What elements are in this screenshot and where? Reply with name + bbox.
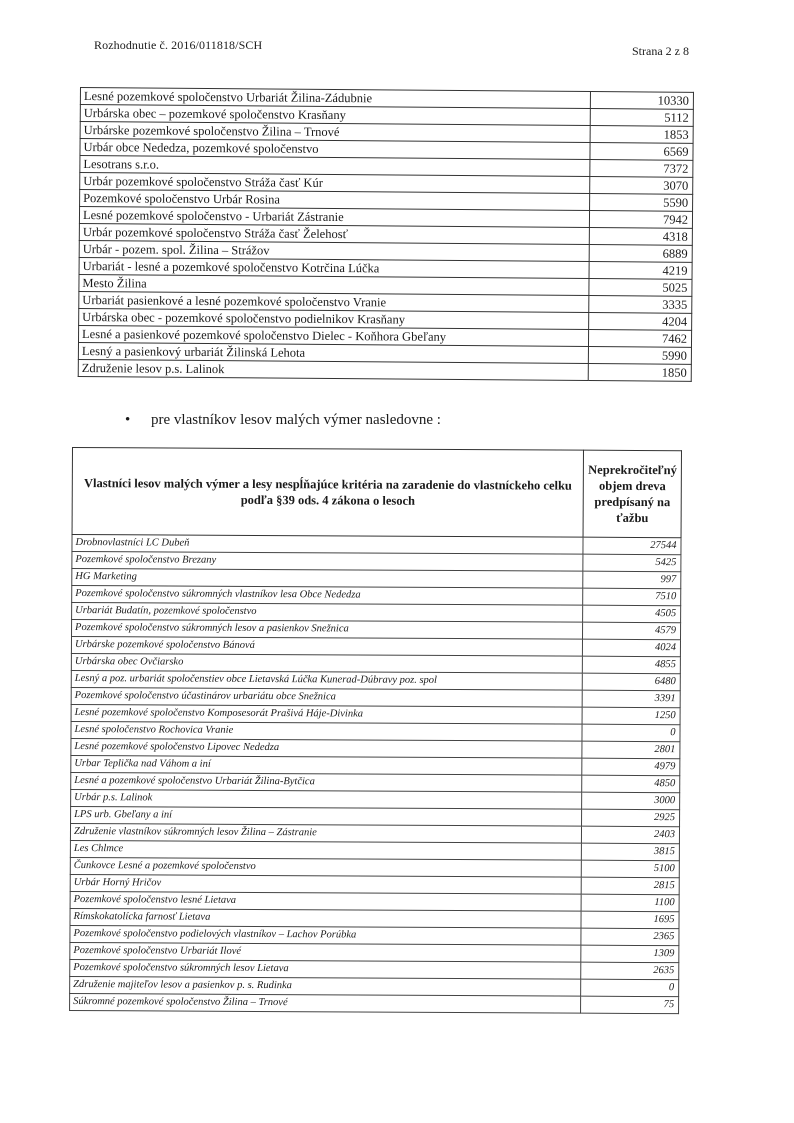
timber-volume: 4318 — [589, 228, 692, 246]
owner-name: Pozemkové spoločenstvo účastinárov urbariátu obce Snežnica — [71, 687, 582, 707]
timber-volume: 5100 — [582, 860, 680, 878]
timber-volume: 2403 — [582, 826, 680, 844]
timber-volume: 4505 — [583, 605, 681, 623]
timber-volume: 3335 — [589, 296, 692, 314]
table-row — [78, 359, 691, 381]
timber-volume: 7942 — [589, 211, 692, 229]
owner-name: Lesný a poz. urbariát spoločenstiev obce Lietavská Lúčka Kunerad-Dúbravy poz. spol — [71, 670, 582, 690]
timber-volume: 2635 — [581, 962, 679, 980]
timber-volume: 2801 — [582, 741, 680, 759]
owner-name: Združenie vlastníkov súkromných lesov Žilina – Zástranie — [70, 823, 581, 843]
timber-volume: 6889 — [589, 245, 692, 263]
table-row — [70, 993, 679, 1013]
owner-name: LPS urb. Gbeľany a iní — [71, 806, 582, 826]
timber-volume: 0 — [581, 979, 679, 997]
owner-name: Lesné a pasienkové pozemkové spoločenstvo Dielec - Koňhora Gbeľany — [78, 325, 588, 346]
timber-volume: 4024 — [583, 639, 681, 657]
owner-name: Urbariát Budatín, pozemkové spoločenstvo — [72, 603, 583, 623]
owner-name: Pozemkové spoločenstvo súkromných lesov Lietava — [70, 959, 581, 979]
owner-name: Urbárske pozemkové spoločenstvo Žilina – Trnové — [80, 122, 590, 143]
owner-name: Súkromné pozemkové spoločenstvo Žilina – Trnové — [70, 993, 581, 1013]
timber-volume: 5990 — [588, 347, 691, 365]
timber-volume: 1695 — [581, 911, 679, 929]
timber-volume: 5425 — [583, 554, 681, 572]
timber-volume: 5112 — [590, 109, 693, 127]
timber-volume: 997 — [583, 571, 681, 589]
owner-name: Lesné spoločenstvo Rochovica Vranie — [71, 721, 582, 741]
owner-name: Urbárska obec - pozemkové spoločenstvo podielnikov Krasňany — [79, 308, 589, 329]
owner-name: Les Chlmce — [70, 840, 581, 860]
timber-volume: 3070 — [590, 177, 693, 195]
owner-name: Pozemkové spoločenstvo Urbariát Ilové — [70, 942, 581, 962]
timber-volume: 27544 — [583, 537, 681, 555]
owner-name: Pozemkové spoločenstvo lesné Lietava — [70, 891, 581, 911]
timber-volume: 7462 — [588, 330, 691, 348]
owner-name: Lesný a pasienkový urbariát Žilinská Lehota — [78, 342, 588, 363]
volume-column-header: Neprekročiteľný objem dreva predpísaný na ťažbu — [583, 450, 681, 538]
owner-name: Urbár pozemkové spoločenstvo Stráža časť Želehosť — [79, 223, 589, 244]
owner-name: Mesto Žilina — [79, 274, 589, 295]
owner-name: Urbár obce Nededza, pozemkové spoločenstvo — [80, 139, 590, 160]
timber-volume: 5025 — [589, 279, 692, 297]
timber-volume: 1250 — [582, 707, 680, 725]
owner-name: Združenie majiteľov lesov a pasienkov p. s. Rudinka — [70, 976, 581, 996]
owner-name: Čunkovce Lesné a pozemkové spoločenstvo — [70, 857, 581, 877]
owner-name: Drobnovlastníci LC Dubeň — [72, 535, 583, 555]
decision-number: Rozhodnutie č. 2016/011818/SCH — [94, 38, 263, 52]
owner-name: Urbariát pasienkové a lesné pozemkové spoločenstvo Vranie — [79, 291, 589, 312]
timber-volume: 3391 — [582, 690, 680, 708]
timber-volume: 10330 — [590, 92, 693, 110]
timber-volume: 6480 — [583, 673, 681, 691]
owner-name: Pozemkové spoločenstvo súkromných vlastníkov lesa Obce Nededza — [72, 586, 583, 606]
owner-name: Pozemkové spoločenstvo Brezany — [72, 552, 583, 572]
timber-volume: 5590 — [590, 194, 693, 212]
owner-name: Urbár Horný Hričov — [70, 874, 581, 894]
owner-name: Urbár - pozem. spol. Žilina – Strážov — [79, 240, 589, 261]
timber-volume: 6569 — [590, 143, 693, 161]
owner-name: Rímskokatolícka farnosť Lietava — [70, 908, 581, 928]
timber-volume: 1309 — [581, 945, 679, 963]
timber-volume: 75 — [581, 996, 679, 1014]
owner-name: Pozemkové spoločenstvo súkromných lesov a pasienkov Snežnica — [72, 620, 583, 640]
timber-volume: 4850 — [582, 775, 680, 793]
timber-volume: 4219 — [589, 262, 692, 280]
owner-name: Urbar Teplička nad Váhom a iní — [71, 755, 582, 775]
table-header-row — [72, 448, 681, 538]
owner-name: Urbárska obec – pozemkové spoločenstvo Krasňany — [80, 105, 590, 126]
owner-name: Pozemkové spoločenstvo Urbár Rosina — [80, 190, 590, 211]
owner-name: Lesné pozemkové spoločenstvo Komposesorát Prašivá Háje-Divinka — [71, 704, 582, 724]
timber-volume: 2815 — [581, 877, 679, 895]
bullet-paragraph — [125, 412, 441, 429]
bullet-symbol: • — [125, 412, 131, 428]
owner-name: Pozemkové spoločenstvo podielových vlastníkov – Lachov Porúbka — [70, 925, 581, 945]
owner-name: Združenie lesov p.s. Lalinok — [78, 359, 588, 380]
timber-volume: 2925 — [582, 809, 680, 827]
timber-volume: 2365 — [581, 928, 679, 946]
owner-name: Urbár p.s. Lalinok — [71, 789, 582, 809]
owner-name: Lesné pozemkové spoločenstvo - Urbariát Zástranie — [79, 207, 589, 228]
timber-volume: 4979 — [582, 758, 680, 776]
timber-volume: 4579 — [583, 622, 681, 640]
owner-name: Urbárske pozemkové spoločenstvo Bánová — [71, 637, 582, 657]
timber-volume: 7510 — [583, 588, 681, 606]
timber-volume: 0 — [582, 724, 680, 742]
owner-name: Lesné a pozemkové spoločenstvo Urbariát Žilina-Bytčica — [71, 772, 582, 792]
owner-name: Urbariát - lesné a pozemkové spoločenstvo Kotrčina Lúčka — [79, 257, 589, 278]
timber-volume: 1100 — [581, 894, 679, 912]
timber-volume: 7372 — [590, 160, 693, 178]
small-owners-table — [69, 447, 682, 1014]
owner-name: Lesotrans s.r.o. — [80, 156, 590, 177]
owner-name: Lesné pozemkové spoločenstvo Urbariát Žilina-Zádubnie — [80, 88, 590, 109]
timber-volume: 4204 — [589, 313, 692, 331]
timber-volume: 1853 — [590, 126, 693, 144]
page-number: Strana 2 z 8 — [632, 44, 689, 58]
owner-name: HG Marketing — [72, 569, 583, 589]
timber-volume: 1850 — [588, 364, 691, 382]
timber-volume: 3815 — [582, 843, 680, 861]
owner-name: Urbárska obec Ovčiarsko — [71, 653, 582, 673]
owner-name: Urbár pozemkové spoločenstvo Stráža časť Kúr — [80, 173, 590, 194]
owner-column-header: Vlastníci lesov malých výmer a lesy nespĺňajúce kritéria na zaradenie do vlastníckeho celku podľa §39 ods. 4 zákona o lesoch — [72, 448, 584, 538]
owners-table — [78, 87, 694, 382]
bullet-text: pre vlastníkov lesov malých výmer nasledovne : — [151, 412, 441, 428]
timber-volume: 3000 — [582, 792, 680, 810]
timber-volume: 4855 — [583, 656, 681, 674]
owner-name: Lesné pozemkové spoločenstvo Lipovec Nededza — [71, 738, 582, 758]
